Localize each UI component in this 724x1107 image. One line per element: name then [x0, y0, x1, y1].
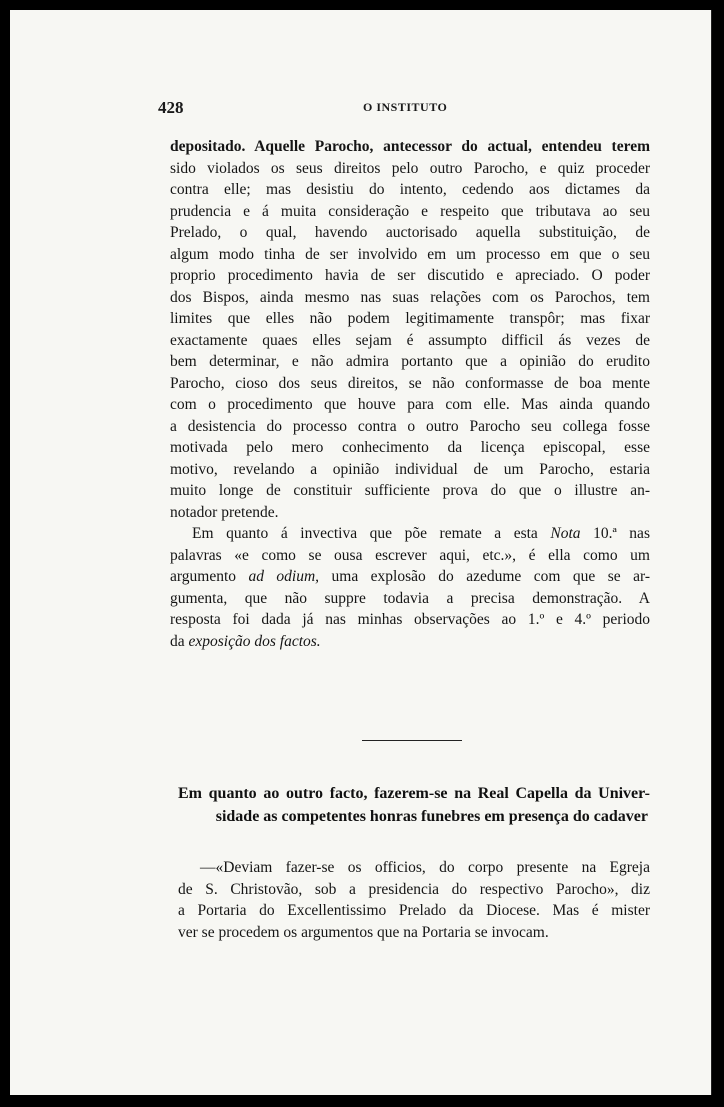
text-line: motivada pelo mero conhecimento da licença episcopal, esse	[170, 439, 650, 456]
text-line: limites que elles não podem legitimamente transpôr; mas fixar	[170, 310, 650, 327]
text-line	[170, 523, 650, 545]
text-run: 10.ª nas	[580, 525, 650, 542]
section-heading	[178, 782, 650, 828]
text-line: muito longe de constituir sufficiente prova do que o illustre an-	[170, 482, 650, 499]
text-line: Parocho, cioso dos seus direitos, se não conformasse de boa mente	[170, 374, 650, 392]
heading-line: Em quanto ao outro facto, fazerem-se na Real Capella da Univer-	[178, 785, 650, 802]
text-line: proprio procedimento havia de ser discutido e apreciado. O poder	[170, 267, 650, 284]
paragraph-quote	[178, 856, 650, 942]
book-page	[10, 10, 712, 1095]
text-line: motivo, revelando a opinião individual de um Parocho, estaria	[170, 460, 650, 478]
section-divider	[362, 740, 462, 741]
text-run: da	[170, 632, 189, 650]
text-line: notador pretende.	[170, 503, 279, 521]
text-line: com o procedimento que houve para com elle. Mas ainda quando	[170, 396, 650, 413]
text-line	[170, 566, 650, 588]
text-run: argumento	[170, 568, 249, 585]
text-line: ver se procedem os argumentos que na Portaria se invocam.	[178, 923, 549, 941]
text-line: a desistencia do processo contra o outro Parocho seu collega fosse	[170, 417, 650, 435]
italic-text: ad odium,	[248, 568, 320, 585]
text-line: dos Bispos, ainda mesmo nas suas relações com os Parochos, tem	[170, 288, 650, 306]
text-line: contra elle; mas desistiu do intento, cedendo aos dictames da	[170, 181, 650, 198]
text-line: depositado. Aquelle Parocho, antecessor do actual, entendeu terem	[170, 138, 650, 155]
text-line: prudencia e á muita consideração e respeito que tributava ao seu	[170, 202, 650, 220]
text-line: de S. Christovão, sob a presidencia do respectivo Parocho», diz	[178, 880, 650, 898]
text-line: sido violados os seus direitos pelo outro Parocho, e quiz proceder	[170, 159, 650, 177]
text-run: uma explosão do azedume com que se ar-	[319, 568, 650, 585]
text-line: exactamente quaes elles sejam é assumpto difficil ás vezes de	[170, 331, 650, 349]
text-line: —«Deviam fazer-se os officios, do corpo presente na Egreja	[200, 859, 650, 876]
text-line: gumenta, que não suppre todavia a precisa demonstração. A	[170, 589, 650, 607]
text-line: bem determinar, e não admira portanto que a opinião do erudito	[170, 353, 650, 370]
running-title: O INSTITUTO	[363, 100, 448, 114]
italic-text: Nota	[550, 525, 581, 542]
text-line: a Portaria do Excellentissimo Prelado da Diocese. Mas é mister	[178, 902, 650, 919]
paragraph-continuation	[170, 136, 650, 652]
text-run: Em quanto á invectiva que põe remate a esta	[192, 525, 551, 542]
text-line: palavras «e como se ousa escrever aqui, etc.», é ella como um	[170, 546, 650, 564]
text-line	[170, 631, 650, 653]
italic-text: exposição dos factos.	[188, 632, 321, 650]
page-number: 428	[158, 98, 184, 117]
text-line: resposta foi dada já nas minhas observações ao 1.º e 4.º periodo	[170, 611, 650, 628]
page-header	[158, 98, 638, 118]
text-line: Prelado, o qual, havendo auctorisado aquella substituição, de	[170, 224, 650, 241]
text-line: algum modo tinha de ser involvido em um processo em que o seu	[170, 245, 650, 263]
heading-line: sidade as competentes honras funebres em presença do cadaver	[215, 808, 648, 825]
